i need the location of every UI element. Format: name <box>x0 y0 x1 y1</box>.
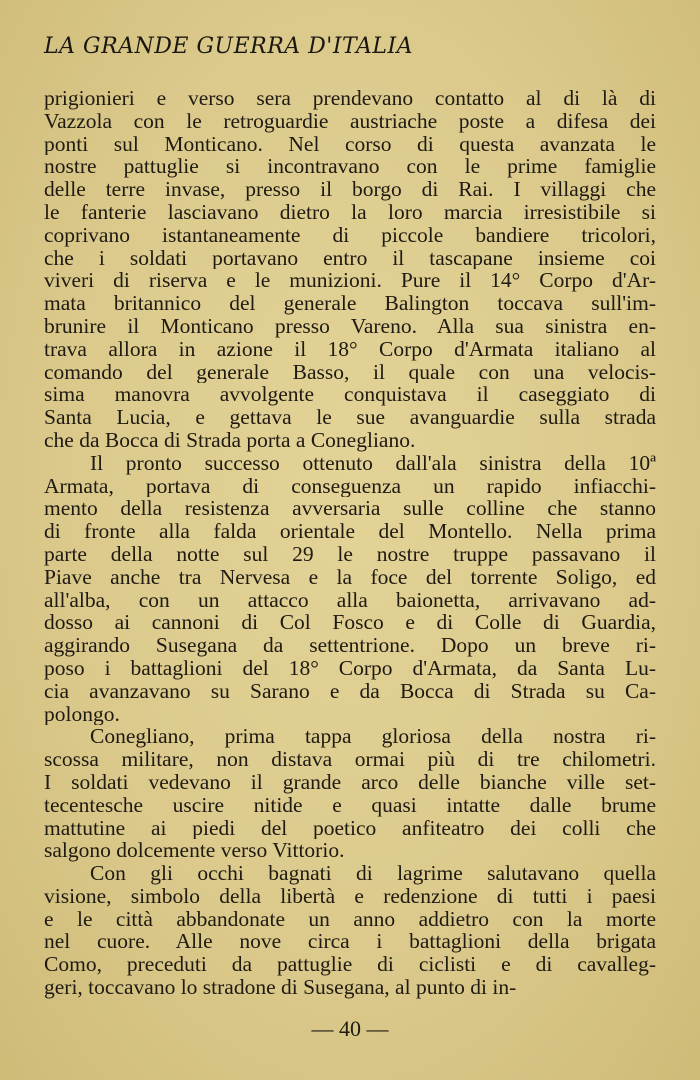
text-line: mata britannico del generale Balington toccava sull'im- <box>44 292 656 315</box>
running-head: LA GRANDE GUERRA D'ITALIA <box>44 34 414 59</box>
text-line: le fanterie lasciavano dietro la loro marcia irresistibile si <box>44 200 656 224</box>
text-line: parte della notte sul 29 le nostre truppe passavano il <box>44 542 656 566</box>
text-line: che i soldati portavano entro il tascapane insieme coi <box>44 246 656 270</box>
text-line: polongo. <box>44 702 120 726</box>
text-line: che da Bocca di Strada porta a Conegliano. <box>44 428 416 452</box>
text-line: coprivano istantaneamente di piccole bandiere tricolori, <box>44 223 656 247</box>
text-line: Piave anche tra Nervesa e la foce del torrente Soligo, ed <box>44 565 656 589</box>
paragraph <box>44 87 656 452</box>
text-line: Armata, portava di conseguenza un rapido infiacchi- <box>44 474 656 498</box>
text-line: sima manovra avvolgente conquistava il caseggiato di <box>44 383 656 407</box>
text-line: di fronte alla falda orientale del Montello. Nella prima <box>44 520 656 543</box>
text-line: viveri di riserva e le munizioni. Pure il 14° Corpo d'Ar- <box>44 269 656 293</box>
text-line: trava allora in azione il 18° Corpo d'Armata italiano al <box>44 337 656 361</box>
text-line: nostre pattuglie si incontravano con le prime famiglie <box>44 155 656 179</box>
text-line: I soldati vedevano il grande arco delle bianche ville set- <box>44 770 656 794</box>
text-line: comando del generale Basso, il quale con una velocis- <box>44 360 656 384</box>
text-line: Conegliano, prima tappa gloriosa della nostra ri- <box>90 725 656 749</box>
text-line: scossa militare, non distava ormai più di tre chilometri. <box>44 748 656 771</box>
paragraph <box>44 862 656 999</box>
text-line: cia avanzavano su Sarano e da Bocca di Strada su Ca- <box>44 679 656 703</box>
paragraph <box>44 725 656 862</box>
page-number: — 40 — <box>311 1016 389 1041</box>
text-line: Como, preceduti da pattuglie di ciclisti e di cavalleg- <box>44 953 656 977</box>
text-line: e le città abbandonate un anno addietro con la morte <box>44 907 656 931</box>
text-line: tecentesche uscire nitide e quasi intatte dalle brume <box>44 793 656 817</box>
text-line: nel cuore. Alle nove circa i battaglioni della brigata <box>44 930 656 954</box>
text-line: poso i battaglioni del 18° Corpo d'Armata, da Santa Lu- <box>44 656 656 680</box>
text-line: prigionieri e verso sera prendevano contatto al di là di <box>44 87 656 110</box>
text-line: delle terre invase, presso il borgo di Rai. I villaggi che <box>44 178 656 201</box>
text-line: dosso ai cannoni di Col Fosco e di Colle di Guardia, <box>44 611 656 635</box>
text-line: Vazzola con le retroguardie austriache poste a difesa dei <box>44 109 656 133</box>
text-line: geri, toccavano lo stradone di Susegana, al punto di in- <box>44 976 517 999</box>
paragraph <box>44 452 656 726</box>
text-line: salgono dolcemente verso Vittorio. <box>44 839 345 863</box>
text-line: visione, simbolo della libertà e redenzione di tutti i paesi <box>44 884 656 908</box>
text-line: Santa Lucia, e gettava le sue avanguardie sulla strada <box>44 406 656 429</box>
text-line: all'alba, con un attacco alla baionetta, arrivavano ad- <box>44 588 656 612</box>
text-line: brunire il Monticano presso Vareno. Alla sua sinistra en- <box>44 314 656 338</box>
body-text <box>44 87 656 999</box>
text-line: Il pronto successo ottenuto dall'ala sinistra della 10ª <box>90 451 656 475</box>
text-line: aggirando Susegana da settentrione. Dopo un breve ri- <box>44 634 656 657</box>
text-line: ponti sul Monticano. Nel corso di questa avanzata le <box>44 132 656 156</box>
text-line: Con gli occhi bagnati di lagrime salutavano quella <box>90 862 656 885</box>
text-line: mento della resistenza avversaria sulle colline che stanno <box>44 497 656 521</box>
text-line: mattutine ai piedi del poetico anfiteatro dei colli che <box>44 816 656 840</box>
